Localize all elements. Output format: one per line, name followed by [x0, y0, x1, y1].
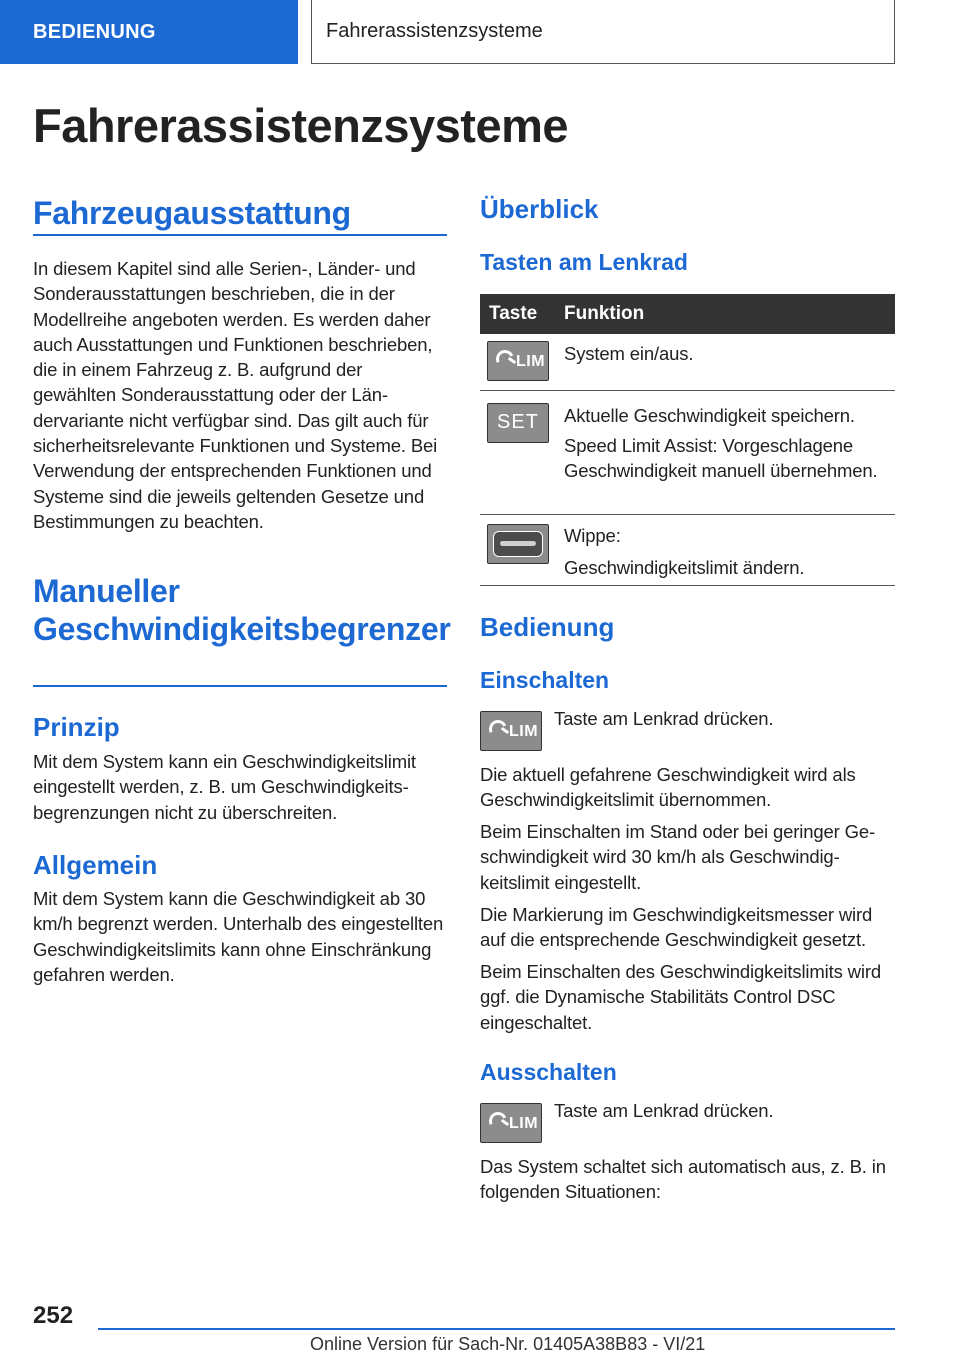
- set-button-icon: SET: [487, 403, 549, 443]
- heading-einschalten: Einschalten: [480, 667, 610, 693]
- table-row-divider: [480, 585, 895, 586]
- page-title: Fahrerassistenzsysteme: [33, 99, 569, 152]
- table-header: [480, 294, 895, 334]
- table-cell-funktion: Speed Limit Assist: Vorgeschlagene Geschwindigkeit manuell übernehmen.: [564, 435, 878, 482]
- lim-button-icon: LIM: [480, 1103, 542, 1143]
- footer-rule: [98, 1328, 895, 1330]
- table-header-funktion: Funktion: [564, 303, 645, 324]
- table-row-divider: [480, 514, 895, 515]
- fahrzeugausstattung-text: In diesem Kapitel sind alle Serien-, Länder- und Sonderausstattungen beschrieben, die in der Modellreihe angeboten werden. Es werden daher auch Ausstattungen und Funktionen beschrieben, die in einem Fahrzeug z. B. aufgrund der gewählten Sonderausstattung oder der Ländervariante nicht verfügbar sind. Das gilt auch für sicherheitsrelevante Funktionen und Systeme. Bei Verwendung der entsprechenden Funktionen und Systeme sind die jeweils geltenden Gesetze und Bestimmungen zu beachten.: [33, 258, 438, 532]
- heading-rule: [33, 234, 447, 236]
- table-cell-funktion: Wippe:: [564, 525, 621, 546]
- einschalten-paragraph: Beim Einschalten im Stand oder bei geringer Geschwindigkeit wird 30 km/h als Geschwindigkeitslimit eingestellt.: [480, 821, 876, 893]
- table-cell-funktion: Aktuelle Geschwindigkeit speichern.: [564, 405, 855, 426]
- heading-ueberblick: Überblick: [480, 194, 599, 224]
- page-number: 252: [33, 1302, 74, 1329]
- lim-button-icon: LIM: [487, 341, 549, 381]
- table-cell-funktion: Geschwindigkeitslimit ändern.: [564, 557, 805, 578]
- heading-tasten-am-lenkrad: Tasten am Lenkrad: [480, 249, 688, 275]
- table-header-taste: Taste: [489, 303, 538, 324]
- heading-fahrzeugausstattung: Fahrzeugausstattung: [33, 195, 351, 231]
- heading-ausschalten: Ausschalten: [480, 1059, 617, 1085]
- lim-button-icon: LIM: [480, 711, 542, 751]
- table-cell-funktion: System ein/aus.: [564, 343, 694, 364]
- ausschalten-instruction: Taste am Lenkrad drücken.: [554, 1100, 774, 1121]
- table-row-divider: [480, 390, 895, 391]
- heading-rule: [33, 685, 447, 687]
- prinzip-text: Mit dem System kann ein Geschwindigkeitslimit eingestellt werden, z. B. um Geschwindigkeitsbegrenzungen nicht zu überschreiten.: [33, 751, 416, 823]
- heading-bedienung: Bedienung: [480, 612, 615, 642]
- einschalten-paragraph: Die Markierung im Geschwindigkeitsmesser wird auf die entsprechende Geschwindigkeit gesetzt.: [480, 904, 873, 951]
- allgemein-text: Mit dem System kann die Geschwindigkeit ab 30 km/h begrenzt werden. Unterhalb des eingestellten Geschwindigkeitslimits kann ohne Einschränkung gefahren werden.: [33, 888, 444, 985]
- ausschalten-text: Das System schaltet sich automatisch aus, z. B. in folgenden Situationen:: [480, 1156, 886, 1203]
- einschalten-paragraph: Die aktuell gefahrene Geschwindigkeit wird als Geschwindigkeitslimit übernommen.: [480, 764, 856, 811]
- header-section-tab: BEDIENUNG: [0, 0, 298, 64]
- einschalten-paragraph: Beim Einschalten des Geschwindigkeitslimits wird ggf. die Dynamische Stabilitäts Control DSC eingeschaltet.: [480, 961, 881, 1033]
- heading-prinzip: Prinzip: [33, 712, 120, 742]
- heading-allgemein: Allgemein: [33, 850, 158, 880]
- header-chapter-title: Fahrerassistenzsysteme: [311, 0, 895, 64]
- heading-manueller-geschwindigkeitsbegrenzer: Manueller Geschwindigkeitsbegrenzer: [33, 573, 451, 647]
- einschalten-instruction: Taste am Lenkrad drücken.: [554, 708, 774, 729]
- footer-version: Online Version für Sach-Nr. 01405A38B83 - VI/21: [310, 1334, 706, 1354]
- rocker-switch-icon: [487, 524, 549, 564]
